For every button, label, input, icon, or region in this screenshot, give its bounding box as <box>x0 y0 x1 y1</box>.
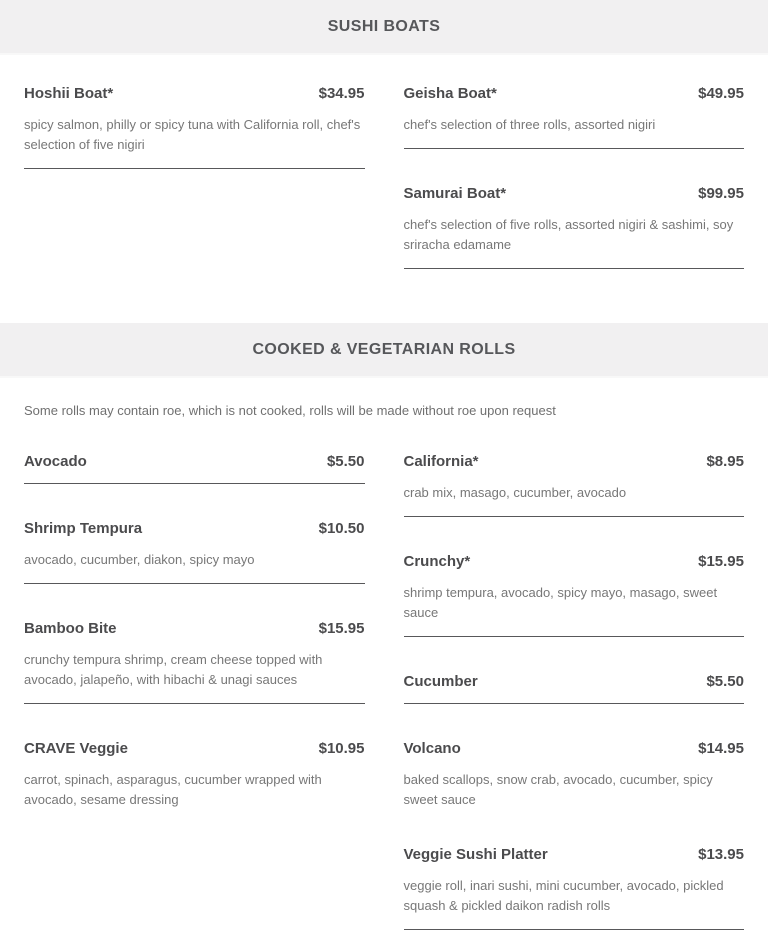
item-description: spicy salmon, philly or spicy tuna with California roll, chef's selection of five nigiri <box>24 117 361 152</box>
item-name: Cucumber <box>403 673 478 690</box>
item-name: Hoshii Boat* <box>24 85 114 102</box>
item-description: baked scallops, snow crab, avocado, cucumber, spicy sweet sauce <box>403 772 713 807</box>
item-price: $13.95 <box>698 846 744 863</box>
menu-section-cooked-vegetarian-rolls <box>0 378 768 944</box>
section-title: SUSHI BOATS <box>327 18 441 35</box>
item-divider <box>404 148 745 149</box>
item-description: veggie roll, inari sushi, mini cucumber, avocado, pickled squash & pickled daikon radish rolls <box>403 878 724 913</box>
menu-column-left <box>24 453 365 930</box>
section-note: Some rolls may contain roe, which is not cooked, rolls will be made without roe upon request <box>24 403 556 418</box>
item-divider <box>404 929 745 930</box>
item-price: $5.50 <box>326 453 365 470</box>
item-price: $14.95 <box>698 740 744 757</box>
item-price: $10.50 <box>318 520 365 537</box>
menu-column-left <box>24 85 365 269</box>
section-header-cooked-vegetarian-rolls <box>0 323 768 378</box>
item-description: shrimp tempura, avocado, spicy mayo, masago, sweet sauce <box>403 585 718 620</box>
item-name: Crunchy* <box>403 553 471 570</box>
item-name: Volcano <box>403 740 461 757</box>
item-description: chef's selection of five rolls, assorted nigiri & sashimi, soy sriracha edamame <box>403 217 734 252</box>
item-divider <box>404 703 745 704</box>
menu-item-volcano <box>404 740 745 810</box>
item-divider <box>404 636 745 637</box>
item-divider <box>24 703 365 704</box>
item-price: $34.95 <box>318 85 365 102</box>
item-description: crab mix, masago, cucumber, avocado <box>403 485 627 500</box>
item-name: CRAVE Veggie <box>24 740 128 757</box>
section-title: COOKED & VEGETARIAN ROLLS <box>252 341 516 358</box>
item-divider <box>24 483 365 484</box>
item-divider <box>404 516 745 517</box>
item-description: crunchy tempura shrimp, cream cheese topped with avocado, jalapeño, with hibachi & unagi sauces <box>24 652 323 687</box>
section-header-sushi-boats <box>0 0 768 55</box>
item-price: $49.95 <box>698 85 744 102</box>
menu-item-cucumber <box>404 673 745 704</box>
menu-item-shrimp-tempura <box>24 520 365 584</box>
item-name: Shrimp Tempura <box>24 520 143 537</box>
item-description: carrot, spinach, asparagus, cucumber wrapped with avocado, sesame dressing <box>24 772 322 807</box>
item-price: $8.95 <box>706 453 744 470</box>
menu-item-california <box>404 453 745 517</box>
menu-item-hoshii-boat <box>24 85 365 169</box>
item-name: Geisha Boat* <box>403 85 497 102</box>
menu-item-avocado <box>24 453 365 484</box>
item-name: Avocado <box>24 453 87 470</box>
menu-item-crave-veggie <box>24 740 365 810</box>
item-divider <box>24 168 365 169</box>
menu-item-bamboo-bite <box>24 620 365 704</box>
menu-column-right <box>404 453 745 930</box>
item-price: $15.95 <box>318 620 365 637</box>
item-divider <box>24 583 365 584</box>
item-price: $5.50 <box>706 673 744 690</box>
item-price: $99.95 <box>698 185 744 202</box>
item-name: California* <box>403 453 479 470</box>
item-price: $15.95 <box>698 553 744 570</box>
menu-item-crunchy <box>404 553 745 637</box>
item-description: avocado, cucumber, diakon, spicy mayo <box>24 552 255 567</box>
menu-item-veggie-sushi-platter <box>404 846 745 930</box>
item-name: Bamboo Bite <box>24 620 117 637</box>
item-price: $10.95 <box>318 740 365 757</box>
menu-section-sushi-boats <box>0 55 768 323</box>
menu-item-samurai-boat <box>404 185 745 269</box>
menu-item-geisha-boat <box>404 85 745 149</box>
menu-column-right <box>404 85 745 269</box>
item-divider <box>404 268 745 269</box>
item-name: Samurai Boat* <box>403 185 507 202</box>
item-description: chef's selection of three rolls, assorted nigiri <box>403 117 656 132</box>
item-name: Veggie Sushi Platter <box>403 846 548 863</box>
